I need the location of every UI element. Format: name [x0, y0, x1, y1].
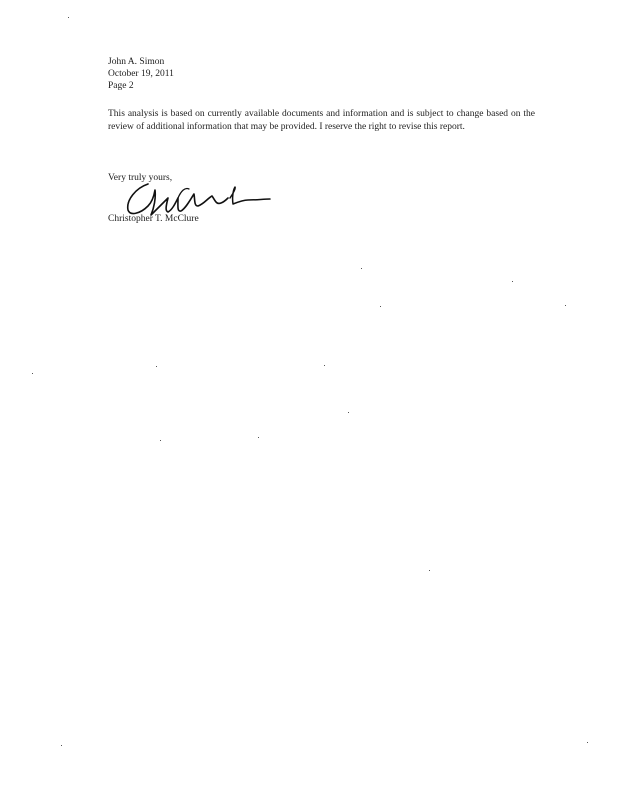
scan-speck [156, 366, 157, 367]
scan-speck [324, 365, 325, 366]
scan-speck [258, 437, 259, 438]
scan-speck [361, 268, 362, 269]
letter-date: October 19, 2011 [108, 69, 174, 79]
scan-speck [380, 306, 381, 307]
page-label: Page 2 [108, 81, 134, 91]
scan-speck [587, 742, 588, 743]
scan-speck [61, 745, 62, 746]
scan-speck [429, 570, 430, 571]
letter-header [108, 56, 174, 92]
scan-speck [32, 373, 33, 374]
closing-line: Very truly yours, [108, 173, 173, 183]
scan-speck [160, 440, 161, 441]
scan-speck [68, 17, 69, 18]
recipient-name: John A. Simon [108, 57, 165, 67]
scan-speck [348, 412, 349, 413]
signer-name: Christopher T. McClure [108, 214, 199, 224]
scan-speck [512, 281, 513, 282]
scan-speck [565, 305, 566, 306]
body-paragraph: This analysis is based on currently available documents and information and is subject to change based on the review of additional information that may be provided. I reserve the right to revise this report. [108, 109, 535, 132]
